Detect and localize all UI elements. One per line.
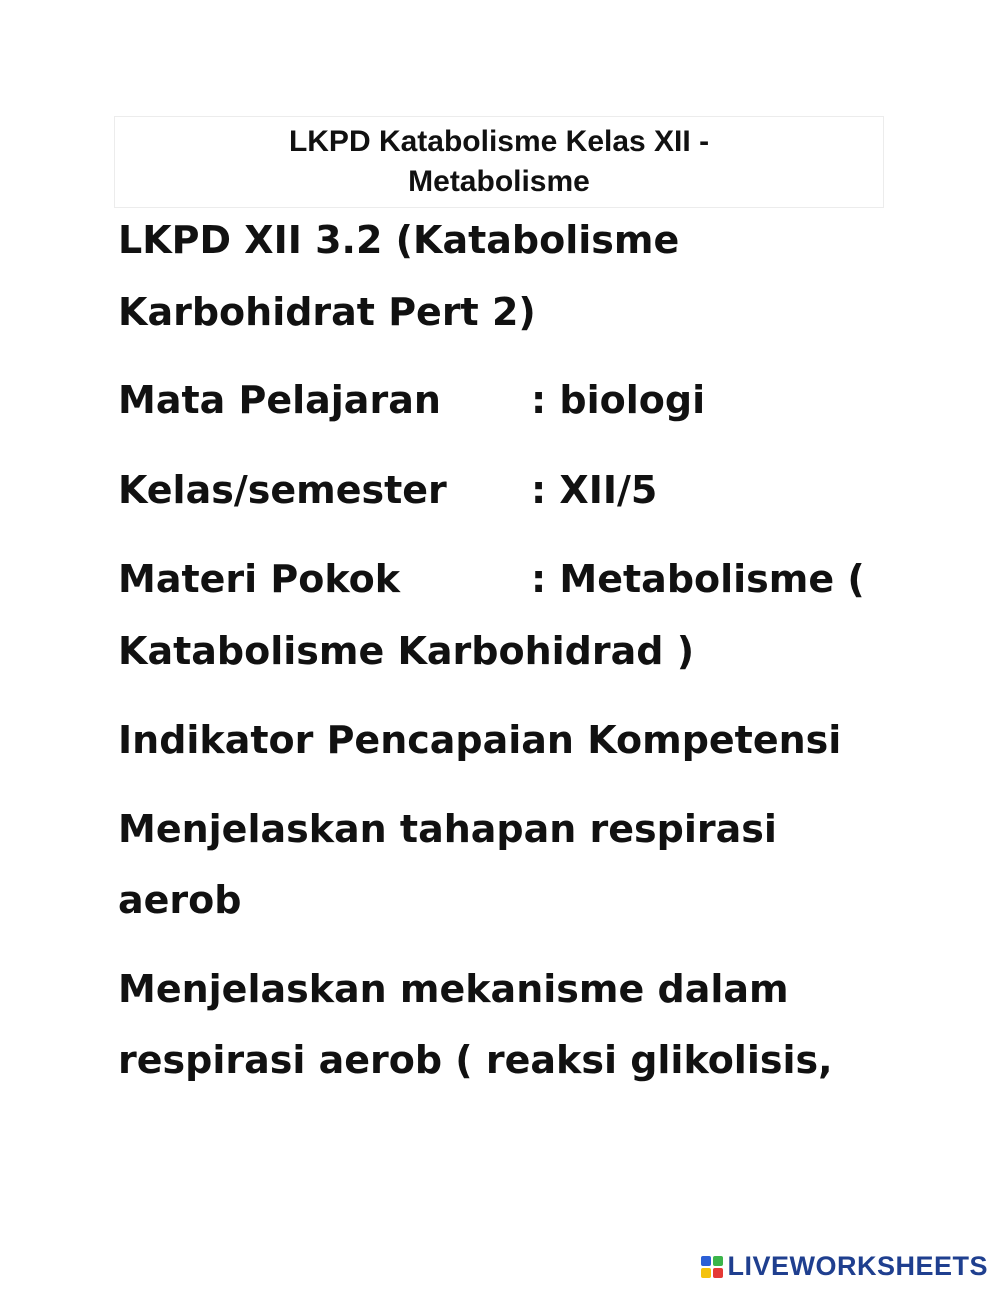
field-value: : biologi: [531, 378, 706, 422]
indikator-heading: Indikator Pencapaian Kompetensi: [118, 718, 842, 762]
liveworksheets-logo-icon: [701, 1256, 723, 1278]
lkpd-heading-line-2: Karbohidrat Pert 2): [118, 290, 536, 334]
materi-continuation: Katabolisme Karbohidrad ): [118, 629, 695, 673]
field-label: Kelas/semester: [118, 468, 447, 512]
indikator-1-line-2: aerob: [118, 878, 242, 922]
indikator-1-line-1: Menjelaskan tahapan respirasi: [118, 807, 777, 851]
field-value: : Metabolisme (: [531, 557, 865, 601]
lkpd-heading-line-1: LKPD XII 3.2 (Katabolisme: [118, 218, 680, 262]
liveworksheets-brand: [701, 1251, 988, 1282]
brand-name: LIVEWORKSHEETS: [727, 1251, 988, 1281]
worksheet-title-line-2: Metabolisme: [408, 165, 590, 198]
indikator-2-line-2: respirasi aerob ( reaksi glikolisis,: [118, 1038, 833, 1082]
indikator-2-line-1: Menjelaskan mekanisme dalam: [118, 967, 789, 1011]
field-label: Mata Pelajaran: [118, 378, 441, 422]
field-value: : XII/5: [531, 468, 658, 512]
worksheet-title-box: [114, 116, 884, 208]
worksheet-title-line-1: LKPD Katabolisme Kelas XII -: [288, 125, 710, 158]
field-label: Materi Pokok: [118, 557, 400, 601]
